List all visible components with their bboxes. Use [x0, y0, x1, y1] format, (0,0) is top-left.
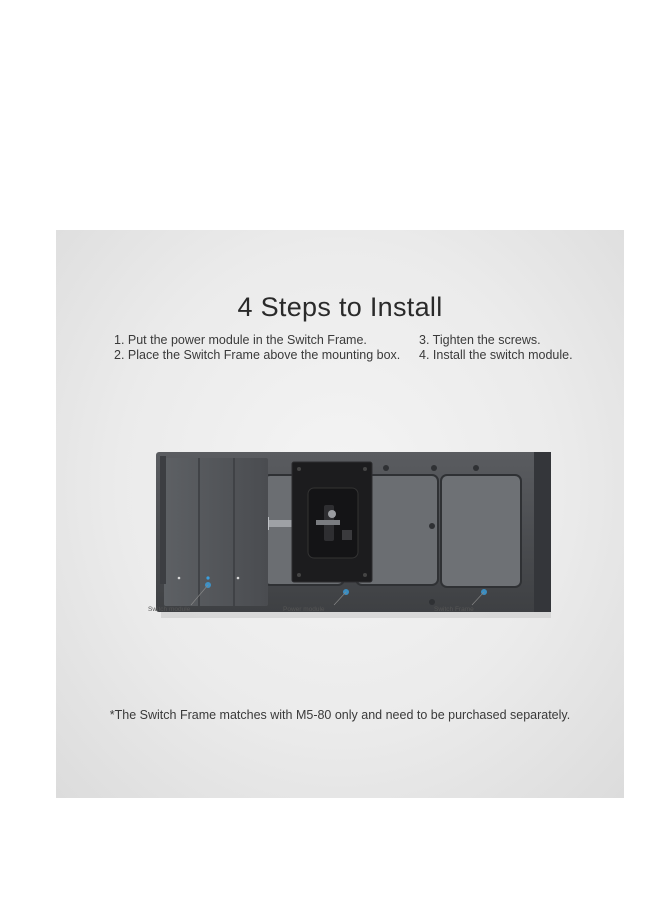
- step-1: 1. Put the power module in the Switch Frame.: [114, 333, 367, 347]
- page-title: 4 Steps to Install: [237, 292, 443, 322]
- step-2: 2. Place the Switch Frame above the mounting box.: [114, 348, 401, 362]
- power-module-label: Power module: [283, 606, 325, 613]
- step-3: 3. Tighten the screws.: [419, 333, 541, 347]
- step-4: 4. Install the switch module.: [419, 348, 573, 362]
- switch-module-label: Switch module: [148, 606, 191, 613]
- install-guide-panel: [56, 230, 624, 798]
- switch-module: [160, 456, 268, 606]
- footnote: *The Switch Frame matches with M5-80 only and need to be purchased separately.: [109, 708, 571, 722]
- power-module: [292, 462, 372, 582]
- switch-frame-label: Switch Frame: [434, 606, 474, 613]
